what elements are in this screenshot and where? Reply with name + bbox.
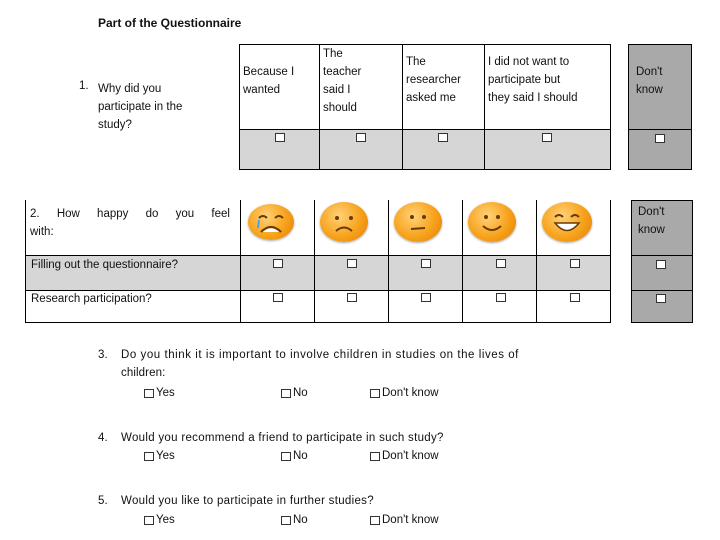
q1-answer-cell <box>240 129 320 169</box>
q1-col-header-researcher <box>403 45 485 129</box>
q2-question <box>30 208 230 238</box>
q1-col-text: teacher <box>323 66 362 78</box>
q1-table <box>239 44 611 170</box>
divider <box>240 255 241 323</box>
divider <box>314 255 315 323</box>
q1-col-text: said I <box>323 84 351 96</box>
q2-word: How <box>56 208 80 220</box>
q5-option-yes[interactable] <box>144 514 175 526</box>
q2-row1-checkbox-dont-know[interactable] <box>656 260 666 269</box>
q5-number: 5. <box>98 495 108 507</box>
q1-col-text: participate but <box>488 74 561 86</box>
q1-col-header-teacher <box>320 45 403 129</box>
q3-option-label: No <box>293 387 308 399</box>
q5-checkbox-yes[interactable] <box>144 516 154 525</box>
q2-row1-checkbox-2[interactable] <box>347 259 357 268</box>
q5-question: Would you like to participate in further studies? <box>121 495 374 507</box>
q3-option-dont-know[interactable] <box>370 387 439 399</box>
q1-col-text: The <box>406 56 426 68</box>
q5-option-label: No <box>293 514 308 526</box>
q1-checkbox-teacher[interactable] <box>356 133 366 142</box>
q2-row2-checkbox-5[interactable] <box>570 293 580 302</box>
q1-dont-know-text: Don't <box>636 66 663 78</box>
q3-checkbox-dont-know[interactable] <box>370 389 380 398</box>
q1-answer-cell <box>403 129 485 169</box>
q1-checkbox-dont-know[interactable] <box>655 134 665 143</box>
q2-row1-checkbox-5[interactable] <box>570 259 580 268</box>
q4-option-yes[interactable] <box>144 450 175 462</box>
q3-option-yes[interactable] <box>144 387 175 399</box>
q2-row2-checkbox-3[interactable] <box>421 293 431 302</box>
q1-col-text: I did not want to <box>488 56 570 68</box>
q1-dont-know-text: know <box>636 84 663 96</box>
neutral-face-icon <box>394 202 442 242</box>
q1-question-line: participate in the <box>98 101 183 113</box>
q1-question <box>98 80 182 134</box>
q2-word: happy <box>97 208 129 220</box>
q2-row <box>25 255 611 290</box>
q1-col-text: The <box>323 48 343 60</box>
q4-option-no[interactable] <box>281 450 308 462</box>
q3-option-label: Yes <box>156 387 175 399</box>
divider <box>632 290 692 291</box>
q5-option-label: Yes <box>156 514 175 526</box>
q2-dont-know-text: Don't <box>638 206 665 218</box>
q1-col-text: wanted <box>243 84 281 96</box>
q1-question-line: study? <box>98 119 132 131</box>
q2-row-label: Research participation? <box>31 293 152 305</box>
q3-question-line2: children: <box>121 367 166 379</box>
q2-question-line: with: <box>30 226 54 238</box>
happy-face-icon <box>468 202 516 242</box>
q5-checkbox-no[interactable] <box>281 516 291 525</box>
q3-option-label: Don't know <box>382 387 439 399</box>
q2-row-label: Filling out the questionnaire? <box>31 259 179 271</box>
q1-col-text: should <box>323 102 357 114</box>
q1-dont-know-column <box>628 44 692 170</box>
q2-dont-know-column <box>631 200 693 323</box>
q2-row1-checkbox-4[interactable] <box>496 259 506 268</box>
divider <box>462 255 463 323</box>
q4-checkbox-yes[interactable] <box>144 452 154 461</box>
q2-row2-checkbox-2[interactable] <box>347 293 357 302</box>
document-title: Part of the Questionnaire <box>98 16 242 30</box>
q1-col-text: they said I should <box>488 92 578 104</box>
q4-checkbox-dont-know[interactable] <box>370 452 380 461</box>
q2-dont-know-text: know <box>638 224 665 236</box>
q2-number: 2. <box>30 208 40 220</box>
q5-option-dont-know[interactable] <box>370 514 439 526</box>
q4-option-dont-know[interactable] <box>370 450 439 462</box>
q3-option-no[interactable] <box>281 387 308 399</box>
unhappy-face-icon <box>320 202 368 242</box>
q1-checkbox-wanted[interactable] <box>275 133 285 142</box>
q2-word: feel <box>211 208 230 220</box>
q2-row2-checkbox-dont-know[interactable] <box>656 294 666 303</box>
q4-option-label: Yes <box>156 450 175 462</box>
q4-number: 4. <box>98 432 108 444</box>
q1-col-text: asked me <box>406 92 456 104</box>
very-unhappy-face-icon <box>248 204 294 240</box>
q1-col-header-wanted <box>240 45 320 129</box>
q2-question-line <box>30 208 230 220</box>
q1-answer-cell <box>485 129 610 169</box>
q5-checkbox-dont-know[interactable] <box>370 516 380 525</box>
very-happy-face-icon <box>542 202 592 242</box>
q5-option-label: Don't know <box>382 514 439 526</box>
q1-col-text: Because I <box>243 66 295 78</box>
q2-row <box>25 290 611 323</box>
q4-option-label: Don't know <box>382 450 439 462</box>
q2-dont-know-header <box>638 203 665 239</box>
q3-question-line1: Do you think it is important to involve children in studies on the lives of <box>121 349 519 361</box>
q1-number: 1. <box>79 80 89 92</box>
q1-checkbox-researcher[interactable] <box>438 133 448 142</box>
divider <box>632 255 692 256</box>
q3-checkbox-no[interactable] <box>281 389 291 398</box>
divider <box>629 129 691 130</box>
q4-checkbox-no[interactable] <box>281 452 291 461</box>
q1-col-text: researcher <box>406 74 461 86</box>
q1-answer-cell <box>320 129 403 169</box>
q2-word: do <box>145 208 159 220</box>
q1-dont-know-header <box>636 63 663 99</box>
q4-option-label: No <box>293 450 308 462</box>
q2-row1-checkbox-1[interactable] <box>273 259 283 268</box>
q2-word: you <box>175 208 195 220</box>
q5-option-no[interactable] <box>281 514 308 526</box>
q1-checkbox-did-not-want[interactable] <box>542 133 552 142</box>
q3-checkbox-yes[interactable] <box>144 389 154 398</box>
q1-col-header-did-not-want <box>485 45 610 129</box>
q1-question-line: Why did you <box>98 83 162 95</box>
divider <box>388 255 389 323</box>
q2-row2-checkbox-1[interactable] <box>273 293 283 302</box>
q3-number: 3. <box>98 349 108 361</box>
q4-question: Would you recommend a friend to participate in such study? <box>121 432 444 444</box>
q2-row1-checkbox-3[interactable] <box>421 259 431 268</box>
divider <box>536 255 537 323</box>
q2-row2-checkbox-4[interactable] <box>496 293 506 302</box>
